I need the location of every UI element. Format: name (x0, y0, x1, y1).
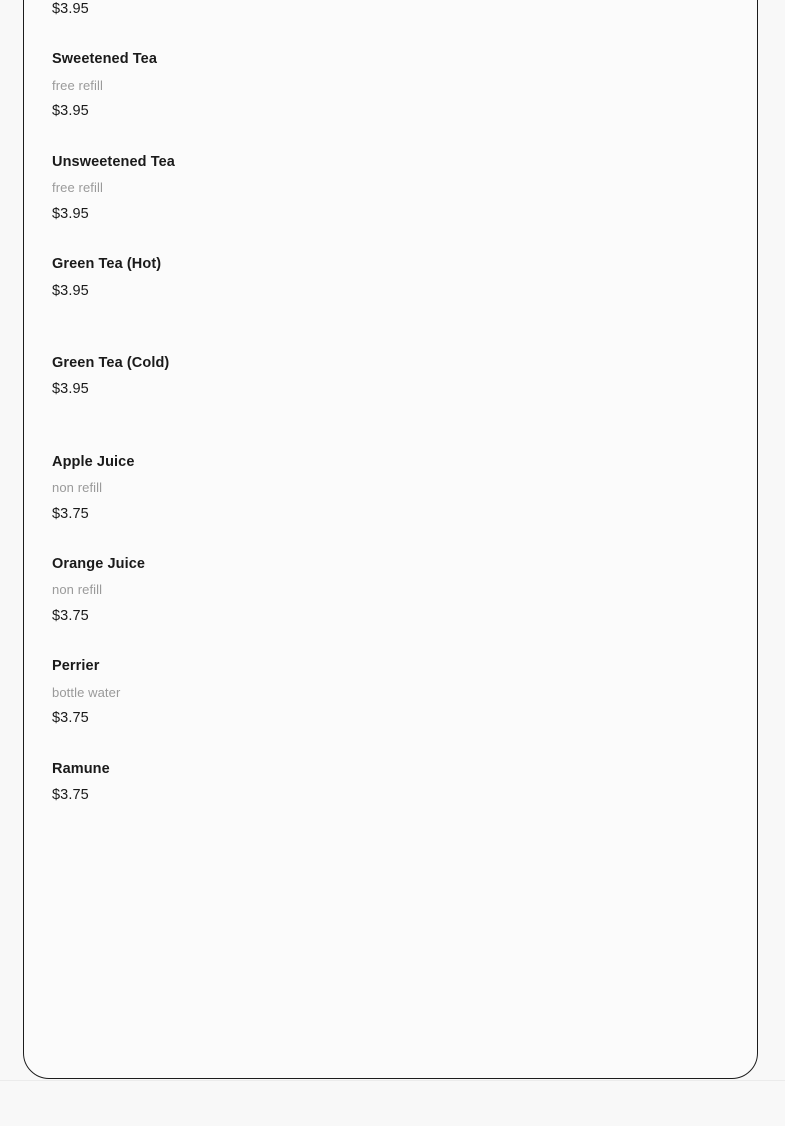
menu-item-name: Green Tea (Hot) (52, 256, 162, 273)
menu-item-name: Green Tea (Cold) (52, 354, 170, 371)
menu-item-description: bottle water (52, 684, 121, 700)
menu-items-list (24, 0, 757, 1078)
menu-item[interactable] (52, 51, 729, 120)
partial-item-price: $3.95 (52, 1, 89, 17)
menu-item-description: non refill (52, 480, 103, 496)
menu-item-price: $3.75 (52, 505, 89, 522)
spacer (52, 728, 729, 761)
menu-item-price: $3.95 (52, 103, 89, 120)
spacer (52, 223, 729, 256)
menu-item[interactable] (52, 658, 729, 727)
menu-item[interactable] (52, 761, 729, 805)
menu-item-description: non refill (52, 582, 103, 598)
menu-item-price: $3.75 (52, 787, 89, 804)
menu-item-price: $3.75 (52, 710, 89, 727)
menu-item-name: Ramune (52, 760, 110, 777)
menu-item[interactable] (52, 355, 729, 399)
menu-item[interactable] (52, 556, 729, 625)
menu-item-price: $3.95 (52, 282, 89, 299)
spacer (52, 625, 729, 658)
menu-item-name: Unsweetened Tea (52, 153, 175, 170)
menu-item-name: Perrier (52, 658, 100, 675)
menu-item-description: free refill (52, 77, 103, 93)
menu-item-price: $3.95 (52, 205, 89, 222)
page-right-margin (758, 0, 785, 1081)
menu-item-price: $3.75 (52, 608, 89, 625)
menu-item[interactable] (52, 154, 729, 223)
menu-item-description: free refill (52, 180, 103, 196)
menu-item-name: Apple Juice (52, 453, 135, 470)
spacer (52, 300, 729, 355)
spacer (52, 523, 729, 556)
menu-item-name: Orange Juice (52, 556, 146, 573)
spacer (52, 121, 729, 154)
menu-item-price: $3.95 (52, 381, 89, 398)
spacer (52, 399, 729, 454)
menu-item[interactable] (52, 454, 729, 523)
page-bottom-strip (0, 1080, 785, 1126)
menu-card (23, 0, 758, 1079)
spacer (52, 18, 729, 51)
menu-item-name: Sweetened Tea (52, 51, 157, 68)
menu-item[interactable] (52, 256, 729, 300)
